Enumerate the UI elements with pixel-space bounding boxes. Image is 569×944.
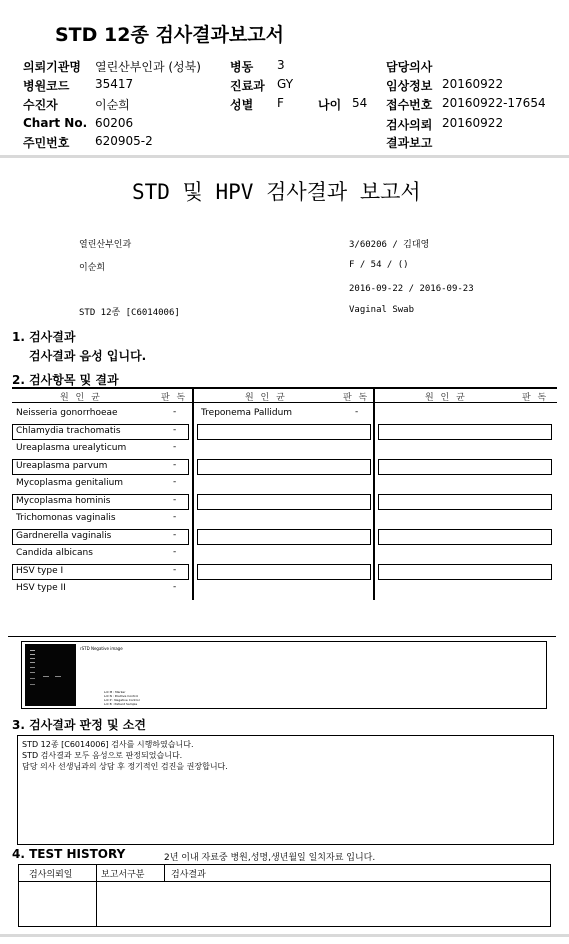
section3-title: 3. 검사결과 판정 및 소견 bbox=[12, 718, 146, 732]
separator bbox=[0, 934, 569, 937]
section1-title: 1. 검사결과 bbox=[12, 330, 76, 344]
section4-title: 4. TEST HISTORY bbox=[12, 847, 126, 861]
header-label: 병원코드 bbox=[23, 79, 70, 93]
organism-result: - bbox=[173, 459, 177, 470]
comment-line: STD 12종 [C6014006] 검사를 시행하였습니다. bbox=[22, 740, 194, 749]
comment-line: 담당 의사 선생님과의 상담 후 정기적인 검진을 권장합니다. bbox=[22, 762, 228, 771]
empty-result-cell bbox=[197, 529, 371, 545]
organism-name: HSV type II bbox=[16, 583, 66, 593]
header-value: 35417 bbox=[95, 77, 134, 91]
organism-result: - bbox=[173, 582, 177, 592]
header-label: 병동 bbox=[230, 60, 254, 74]
empty-result-cell bbox=[197, 424, 371, 440]
patient-name: 이순희 bbox=[79, 263, 106, 273]
history-table bbox=[18, 864, 551, 927]
empty-result-cell bbox=[378, 564, 552, 580]
empty-result-cell bbox=[378, 529, 552, 545]
comment-box bbox=[17, 735, 554, 845]
empty-result-cell bbox=[378, 424, 552, 440]
header-label: 결과보고 bbox=[386, 136, 433, 150]
col-header-judge: 판 독 bbox=[343, 393, 370, 403]
header-value: 이순희 bbox=[95, 98, 130, 112]
hospital-name: 열린산부인과 bbox=[79, 240, 132, 250]
organism-result: - bbox=[355, 407, 359, 417]
organism-name: Candida albicans bbox=[16, 548, 93, 558]
gel-legend-line: Lot N : Positive Control bbox=[104, 694, 139, 698]
header-value: 3 bbox=[277, 58, 285, 72]
header-label: 임상정보 bbox=[386, 79, 433, 93]
col-header-organism: 원 인 균 bbox=[425, 393, 467, 403]
organism-result: - bbox=[173, 424, 177, 435]
comment-line: STD 검사결과 모두 음성으로 판정되었습니다. bbox=[22, 751, 183, 760]
header-label: 나이 bbox=[318, 98, 342, 112]
organism-name: Treponema Pallidum bbox=[201, 408, 293, 418]
header-label: 담당의사 bbox=[386, 60, 433, 74]
history-col-header: 검사의뢰일 bbox=[29, 870, 73, 880]
separator bbox=[0, 155, 569, 158]
gel-legend bbox=[104, 690, 140, 706]
report-title: STD 12종 검사결과보고서 bbox=[55, 24, 284, 46]
organism-name: Ureaplasma urealyticum bbox=[16, 443, 127, 453]
header-value: 열린산부인과 (성북) bbox=[95, 60, 201, 74]
header-value: 20160922 bbox=[442, 77, 504, 91]
organism-name: Neisseria gonorrhoeae bbox=[16, 408, 118, 418]
header-value: 54 bbox=[352, 96, 368, 110]
report-subtitle: STD 및 HPV 검사결과 보고서 bbox=[132, 180, 421, 204]
section4-note: 2년 이내 자료중 병원,성명,생년월일 일치자료 입니다. bbox=[164, 853, 376, 863]
col-header-judge: 판 독 bbox=[161, 393, 188, 403]
col-header-organism: 원 인 균 bbox=[245, 393, 287, 403]
header-label: 의뢰기관명 bbox=[23, 60, 81, 74]
empty-result-cell bbox=[197, 564, 371, 580]
empty-result-cell bbox=[197, 494, 371, 510]
table-top-rule bbox=[12, 387, 557, 389]
col-header-judge: 판 독 bbox=[522, 393, 549, 403]
gel-legend-line: Lot P : Negative Control bbox=[104, 698, 140, 702]
sex-age: F / 54 / () bbox=[349, 260, 409, 270]
col-header-organism: 원 인 균 bbox=[60, 393, 102, 403]
history-col-header: 검사결과 bbox=[171, 870, 206, 880]
header-label: 주민번호 bbox=[23, 136, 70, 150]
header-value: GY bbox=[277, 77, 294, 91]
test-code: STD 12종 [C6014006] bbox=[79, 308, 180, 318]
header-value: 20160922-17654 bbox=[442, 96, 546, 110]
header-label: Chart No. bbox=[23, 116, 88, 130]
gel-legend-line: Lot B : Patient Sample bbox=[104, 702, 138, 706]
header-label: 접수번호 bbox=[386, 98, 433, 112]
history-col-header: 보고서구분 bbox=[101, 870, 145, 880]
column-divider bbox=[373, 388, 375, 600]
header-label: 진료과 bbox=[230, 79, 265, 93]
header-value: F bbox=[277, 96, 284, 110]
column-divider bbox=[192, 388, 194, 600]
doctor-info: 3/60206 / 김대영 bbox=[349, 240, 430, 250]
section2-title: 2. 검사항목 및 결과 bbox=[12, 373, 119, 387]
organism-result: - bbox=[173, 529, 177, 540]
gel-caption: rSTD Negative image bbox=[80, 646, 123, 651]
organism-result: - bbox=[173, 547, 177, 557]
header-value: 60206 bbox=[95, 116, 134, 130]
organism-result: - bbox=[173, 494, 177, 505]
header-value: 20160922 bbox=[442, 116, 504, 130]
organism-name: Ureaplasma parvum bbox=[16, 460, 108, 471]
organism-name: Mycoplasma hominis bbox=[16, 495, 111, 506]
organism-result: - bbox=[173, 564, 177, 575]
section1-result: 검사결과 음성 입니다. bbox=[29, 349, 147, 363]
header-label: 검사의뢰 bbox=[386, 118, 433, 132]
empty-result-cell bbox=[378, 459, 552, 475]
organism-name: Trichomonas vaginalis bbox=[16, 513, 116, 523]
empty-result-cell bbox=[378, 494, 552, 510]
specimen: Vaginal Swab bbox=[349, 305, 415, 315]
divider-line bbox=[8, 636, 556, 637]
gel-legend-line: Lot M : Marker bbox=[104, 690, 126, 694]
organism-name: Gardnerella vaginalis bbox=[16, 530, 112, 541]
gel-image bbox=[25, 644, 76, 706]
header-value: 620905-2 bbox=[95, 134, 153, 148]
organism-result: - bbox=[173, 407, 177, 417]
organism-name: Chlamydia trachomatis bbox=[16, 425, 121, 436]
organism-result: - bbox=[173, 477, 177, 487]
organism-name: HSV type I bbox=[16, 565, 64, 576]
organism-result: - bbox=[173, 512, 177, 522]
gel-image-frame bbox=[21, 641, 547, 709]
organism-result: - bbox=[173, 442, 177, 452]
empty-result-cell bbox=[197, 459, 371, 475]
header-label: 성별 bbox=[230, 98, 254, 112]
header-label: 수진자 bbox=[23, 98, 58, 112]
dates: 2016-09-22 / 2016-09-23 bbox=[349, 284, 474, 294]
organism-name: Mycoplasma genitalium bbox=[16, 478, 124, 488]
